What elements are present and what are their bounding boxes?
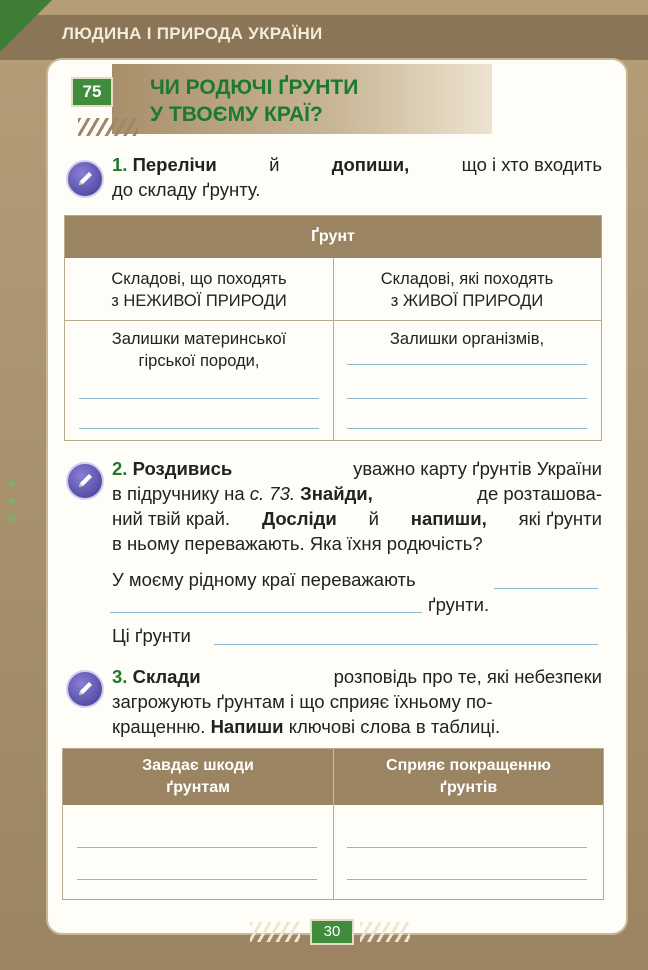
side-dots-decoration [8,480,18,531]
living-value: Залишки організмів, [389,330,545,348]
answer-line[interactable] [77,847,317,848]
column-header-living: Складові, які походять з ЖИВОЇ ПРИРОДИ [380,270,554,310]
title-line-1: ЧИ РОДЮЧІ ҐРУНТИ [150,76,359,99]
answer-line[interactable] [77,879,317,880]
answer-prompt-3: Ці ґрунти [112,625,191,646]
section-title: ЛЮДИНА І ПРИРОДА УКРАЇНИ [62,24,323,43]
column-header-harm: Завдає шкоди ґрунтам [63,749,333,805]
answer-prompt-2: ґрунти. [428,594,490,615]
table-header: Ґрунт [65,216,601,258]
stripes-decoration [250,922,300,942]
answer-line[interactable] [347,847,587,848]
answer-line[interactable] [347,879,587,880]
stripes-decoration [78,118,138,136]
pencil-icon [66,670,104,708]
answer-line[interactable] [347,364,587,365]
answer-prompt-1: У моєму рідному краї переважають [112,569,416,590]
column-header-improve: Сприяє покращенню ґрунтів [333,749,603,805]
answer-line[interactable] [110,612,422,613]
column-header-nonliving: Складові, що походять з НЕЖИВОЇ ПРИРОДИ [111,270,287,310]
soil-threats-table [62,748,604,900]
nonliving-value: Залишки материнської гірської породи, [111,330,287,370]
topic-number-badge: 75 [71,77,113,107]
answer-line[interactable] [79,398,319,399]
task-2-text: 2. Роздивись уважно карту ґрунтів України в підручнику на с. 73. Знайди, де розташова- ний твій край. Досліди й напиши, які ґрунти в ньому переважають. Яка їхня родючість? [112,458,602,554]
page-number: 30 [310,919,354,945]
corner-decoration [0,0,52,52]
page-title [150,74,358,128]
answer-line[interactable] [79,428,319,429]
title-line-2: У ТВОЄМУ КРАЇ? [150,103,323,126]
pencil-icon [66,462,104,500]
answer-line[interactable] [214,644,598,645]
answer-line[interactable] [347,398,587,399]
soil-components-table [64,215,602,441]
answer-line[interactable] [347,428,587,429]
answer-line[interactable] [494,588,598,589]
stripes-decoration [360,922,410,942]
task-3-text: 3. Склади розповідь про те, які небезпеки загрожують ґрунтам і що сприяє їхньому по- кращенню. Напиши ключові слова в таблиці. [112,666,602,737]
pencil-icon [66,160,104,198]
task-1-text: 1. Перелічи й допиши, що і хто входить до складу ґрунту. [112,154,602,200]
